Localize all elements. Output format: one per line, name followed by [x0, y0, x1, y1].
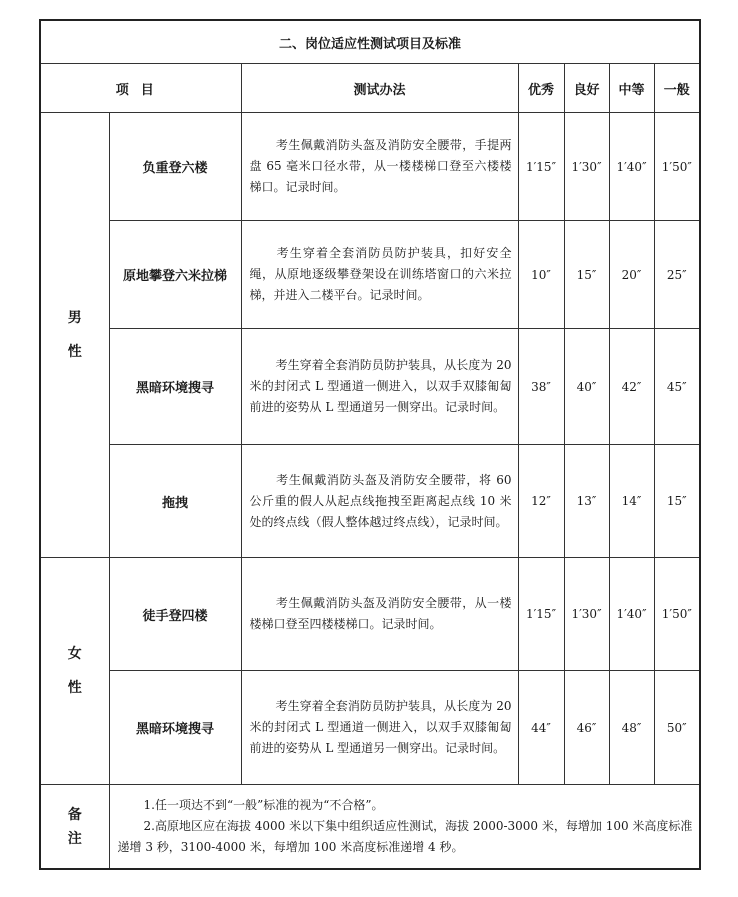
- item-name: 原地攀登六米拉梯: [109, 221, 241, 329]
- score-excellent: 10″: [518, 221, 564, 329]
- score-average: 50″: [654, 671, 700, 785]
- score-excellent: 44″: [518, 671, 564, 785]
- item-name: 负重登六楼: [109, 113, 241, 221]
- score-medium: 48″: [609, 671, 654, 785]
- score-good: 13″: [564, 445, 609, 558]
- score-medium: 14″: [609, 445, 654, 558]
- score-average: 15″: [654, 445, 700, 558]
- item-method: 考生佩戴消防头盔及消防安全腰带，将 60 公斤重的假人从起点线拖拽至距离起点线 10 米处的终点线（假人整体越过终点线），记录时间。: [241, 445, 518, 558]
- table-row: [40, 329, 700, 445]
- item-method: 考生佩戴消防头盔及消防安全腰带，从一楼楼梯口登至四楼楼梯口。记录时间。: [241, 558, 518, 671]
- table-title: 二、岗位适应性测试项目及标准: [40, 20, 700, 64]
- table-row: [40, 445, 700, 558]
- score-average: 45″: [654, 329, 700, 445]
- table-row: [40, 221, 700, 329]
- score-medium: 1′40″: [609, 113, 654, 221]
- score-good: 1′30″: [564, 558, 609, 671]
- score-excellent: 1′15″: [518, 558, 564, 671]
- item-name: 徒手登四楼: [109, 558, 241, 671]
- item-name: 黑暗环境搜寻: [109, 671, 241, 785]
- score-good: 46″: [564, 671, 609, 785]
- item-name: 拖拽: [109, 445, 241, 558]
- score-average: 1′50″: [654, 558, 700, 671]
- score-excellent: 38″: [518, 329, 564, 445]
- header-method: 测试办法: [241, 64, 518, 113]
- score-good: 40″: [564, 329, 609, 445]
- note-line-1: 1.任一项达不到“一般”标准的视为“不合格”。: [143, 798, 384, 812]
- score-average: 25″: [654, 221, 700, 329]
- score-good: 1′30″: [564, 113, 609, 221]
- score-medium: 1′40″: [609, 558, 654, 671]
- item-method: 考生穿着全套消防员防护装具，从长度为 20 米的封闭式 L 型通道一侧进入，以双手双膝匍匐前进的姿势从 L 型通道另一侧穿出。记录时间。: [241, 329, 518, 445]
- header-medium: 中等: [609, 64, 654, 113]
- score-excellent: 12″: [518, 445, 564, 558]
- item-method: 考生佩戴消防头盔及消防安全腰带，手提两盘 65 毫米口径水带，从一楼楼梯口登至六楼楼梯口。记录时间。: [241, 113, 518, 221]
- header-good: 良好: [564, 64, 609, 113]
- standards-table: [39, 19, 701, 870]
- notes-label: 备 注: [40, 785, 109, 870]
- gender-male: 男 性: [40, 113, 109, 558]
- notes-content: [109, 785, 700, 870]
- item-method: 考生穿着全套消防员防护装具，扣好安全绳，从原地逐级攀登架设在训练塔窗口的六米拉梯，并进入二楼平台。记录时间。: [241, 221, 518, 329]
- notes-row: [40, 785, 700, 870]
- score-medium: 20″: [609, 221, 654, 329]
- header-average: 一般: [654, 64, 700, 113]
- item-method: 考生穿着全套消防员防护装具，从长度为 20 米的封闭式 L 型通道一侧进入，以双手双膝匍匐前进的姿势从 L 型通道另一侧穿出。记录时间。: [241, 671, 518, 785]
- table-row: [40, 558, 700, 671]
- note-line-2: 2.高原地区应在海拔 4000 米以下集中组织适应性测试，海拔 2000-3000 米，每增加 100 米高度标准递增 3 秒，3100-4000 米，每增加 100 米高度标准递增 4 秒。: [117, 819, 693, 854]
- score-average: 1′50″: [654, 113, 700, 221]
- header-row: [40, 64, 700, 113]
- table-row: [40, 113, 700, 221]
- header-item: 项目: [40, 64, 241, 113]
- header-excellent: 优秀: [518, 64, 564, 113]
- table-row: [40, 671, 700, 785]
- score-excellent: 1′15″: [518, 113, 564, 221]
- score-medium: 42″: [609, 329, 654, 445]
- gender-female: 女 性: [40, 558, 109, 785]
- score-good: 15″: [564, 221, 609, 329]
- item-name: 黑暗环境搜寻: [109, 329, 241, 445]
